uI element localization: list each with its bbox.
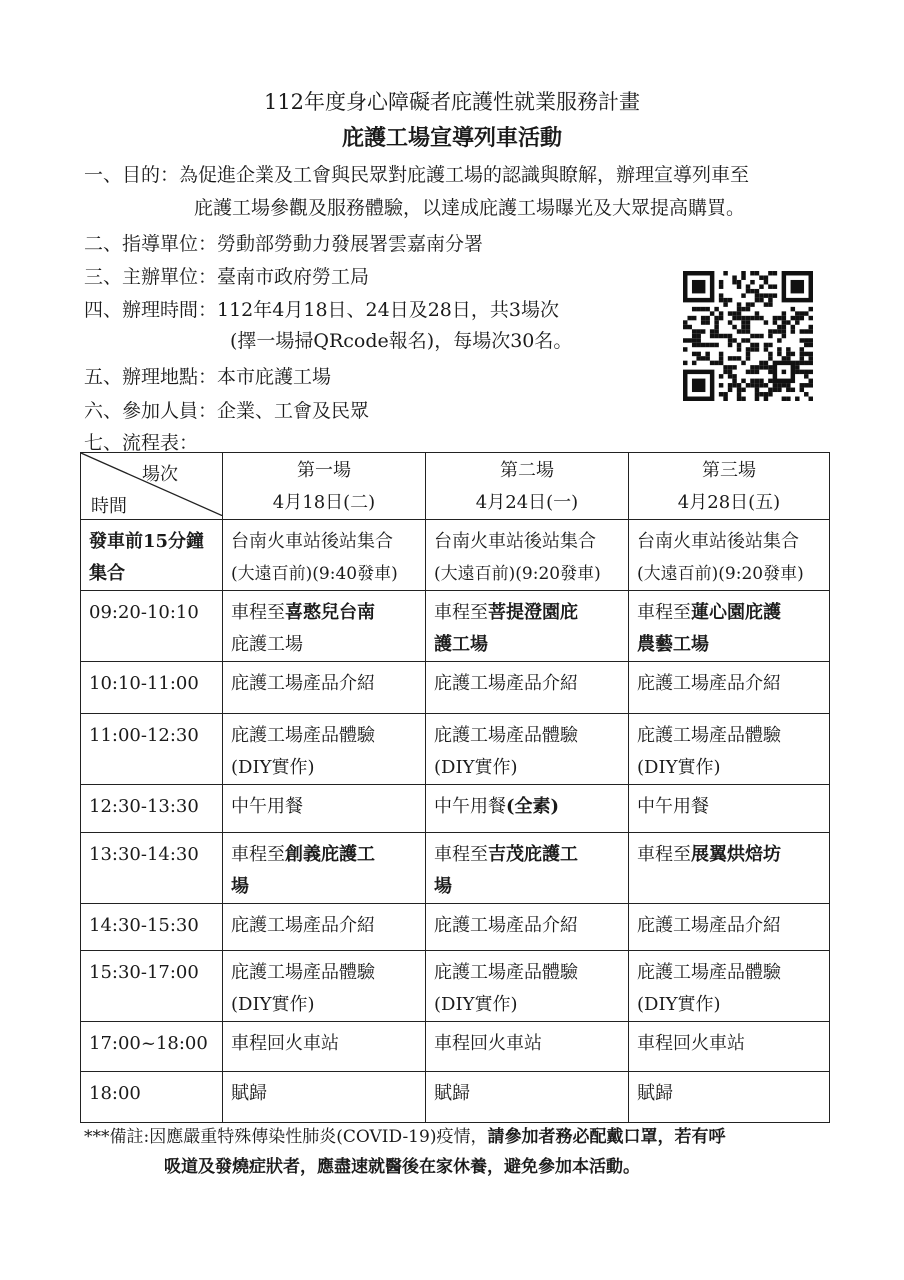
table-row	[81, 1022, 830, 1072]
activity-line-1	[434, 957, 628, 989]
activity-cell	[223, 904, 426, 951]
activity-cell	[223, 785, 426, 833]
activity-bold: 菩提澄園庇	[488, 602, 578, 623]
activity-line-1	[637, 668, 829, 700]
activity-line-1	[637, 957, 829, 989]
activity-text: 庇護工場產品介紹	[231, 915, 375, 936]
activity-bold: 創義庇護工	[285, 844, 375, 865]
activity-line-1	[637, 597, 829, 629]
activity-text: 車程回火車站	[434, 1033, 542, 1054]
activity-text: 庇護工場產品體驗	[231, 962, 375, 983]
activity-line-1	[434, 668, 628, 700]
event-place: 五、辦理地點：本市庇護工場	[84, 366, 332, 388]
activity-text: 車程回火車站	[231, 1033, 339, 1054]
time-cell: 18:00	[81, 1072, 223, 1123]
activity-cell	[223, 591, 426, 662]
activity-line-2: 護工場	[434, 634, 488, 655]
guidance-unit: 二、指導單位：勞動部勞動力發展署雲嘉南分署	[84, 233, 484, 255]
table-row	[81, 785, 830, 833]
session-1-header	[223, 453, 426, 520]
activity-line-1	[231, 1078, 425, 1110]
activity-line-1	[231, 597, 425, 629]
activity-cell	[629, 662, 830, 714]
activity-text: 庇護工場產品體驗	[231, 725, 375, 746]
activity-text: 庇護工場產品介紹	[434, 673, 578, 694]
activity-cell	[223, 1022, 426, 1072]
session-1-date: 4月18日(二)	[272, 492, 376, 513]
activity-line-1	[231, 668, 425, 700]
activity-text: 庇護工場產品介紹	[231, 673, 375, 694]
activity-cell	[426, 662, 629, 714]
activity-pre: 中午用餐	[434, 796, 506, 817]
activity-cell	[223, 520, 426, 591]
document-title: 112年度身心障礙者庇護性就業服務計畫	[263, 90, 641, 114]
schedule-table	[80, 452, 830, 1123]
activity-line-1	[434, 910, 628, 942]
note-warning-2: 吸道及發燒症狀者，應盡速就醫後在家休養，避免參加本活動。	[164, 1157, 640, 1177]
activity-cell	[223, 951, 426, 1022]
session-3-header	[629, 453, 830, 520]
activity-pre: 車程至	[434, 602, 488, 623]
table-row	[81, 904, 830, 951]
table-row	[81, 591, 830, 662]
activity-line-1	[637, 1078, 829, 1110]
activity-cell	[426, 591, 629, 662]
activity-text: 庇護工場產品體驗	[434, 725, 578, 746]
flow-heading: 七、流程表：	[84, 432, 199, 454]
note-prefix: ***備註:因應嚴重特殊傳染性肺炎(COVID-19)疫情，	[84, 1127, 488, 1147]
activity-text: 庇護工場產品介紹	[637, 915, 781, 936]
session-2-date: 4月24日(一)	[475, 492, 579, 513]
activity-line-1	[637, 1028, 829, 1060]
activity-bold: 喜憨兒台南	[285, 602, 375, 623]
session-2-name: 第二場	[500, 460, 554, 481]
activity-cell	[629, 833, 830, 904]
corner-time-label: 時間	[91, 496, 127, 517]
activity-pre: 車程至	[231, 844, 285, 865]
note-warning-1: 請參加者務必配戴口罩，若有呼	[487, 1127, 726, 1147]
activity-cell	[426, 951, 629, 1022]
time-cell: 13:30-14:30	[81, 833, 223, 904]
table-row	[81, 714, 830, 785]
activity-cell	[426, 714, 629, 785]
activity-text: 賦歸	[434, 1083, 470, 1104]
corner-cell	[81, 453, 223, 520]
activity-text: 庇護工場產品介紹	[434, 915, 578, 936]
activity-cell	[629, 591, 830, 662]
activity-line-2: (DIY實作)	[637, 757, 721, 778]
document-subtitle: 庇護工場宣導列車活動	[341, 125, 562, 151]
activity-bold: 展翼烘焙坊	[691, 844, 781, 865]
activity-cell	[223, 833, 426, 904]
activity-line-1	[231, 720, 425, 752]
activity-line-1	[637, 839, 829, 871]
activity-cell	[629, 785, 830, 833]
purpose-line-2: 庇護工場參觀及服務體驗，以達成庇護工場曝光及大眾提高購買。	[194, 197, 746, 219]
activity-line-1	[434, 839, 628, 871]
activity-bold: 吉茂庇護工	[488, 844, 578, 865]
activity-cell	[223, 1072, 426, 1123]
activity-bold: (全素)	[506, 796, 560, 817]
activity-line-2: 農藝工場	[637, 634, 709, 655]
activity-cell	[426, 1022, 629, 1072]
table-row	[81, 662, 830, 714]
activity-cell	[629, 520, 830, 591]
activity-text: 賦歸	[231, 1083, 267, 1104]
activity-bold: 蓮心園庇護	[691, 602, 781, 623]
activity-line-2: (DIY實作)	[231, 994, 315, 1015]
activity-cell	[223, 662, 426, 714]
time-cell: 09:20-10:10	[81, 591, 223, 662]
activity-pre: 車程至	[637, 844, 691, 865]
activity-line-1	[434, 1078, 628, 1110]
qr-code-icon[interactable]	[683, 271, 813, 401]
table-row	[81, 951, 830, 1022]
activity-text: 台南火車站後站集合	[231, 531, 393, 552]
activity-text: 賦歸	[637, 1083, 673, 1104]
activity-pre: 車程至	[434, 844, 488, 865]
activity-cell	[629, 1072, 830, 1123]
activity-cell	[629, 951, 830, 1022]
activity-text: 車程回火車站	[637, 1033, 745, 1054]
activity-pre: 中午用餐	[231, 796, 303, 817]
session-1-name: 第一場	[297, 460, 351, 481]
activity-line-1	[637, 791, 829, 823]
activity-line-2: (DIY實作)	[434, 994, 518, 1015]
corner-session-label: 場次	[142, 464, 178, 485]
activity-text: 庇護工場產品體驗	[637, 725, 781, 746]
activity-line-1	[637, 910, 829, 942]
activity-line-1	[434, 526, 628, 558]
activity-cell	[426, 520, 629, 591]
activity-line-1	[434, 720, 628, 752]
activity-line-1	[231, 791, 425, 823]
activity-line-1	[434, 597, 628, 629]
activity-pre: 車程至	[231, 602, 285, 623]
event-time-line-1: 四、辦理時間：112年4月18日、24日及28日，共3場次	[84, 299, 559, 321]
activity-cell	[426, 785, 629, 833]
activity-line-2: (大遠百前)(9:40發車)	[231, 564, 398, 584]
table-row	[81, 520, 830, 591]
activity-line-1	[434, 1028, 628, 1060]
activity-cell	[629, 714, 830, 785]
activity-cell	[426, 833, 629, 904]
activity-line-1	[231, 910, 425, 942]
activity-line-1	[231, 1028, 425, 1060]
time-cell: 17:00~18:00	[81, 1022, 223, 1072]
participants: 六、參加人員：企業、工會及民眾	[84, 400, 370, 422]
time-cell: 11:00-12:30	[81, 714, 223, 785]
activity-line-1	[637, 720, 829, 752]
activity-pre: 中午用餐	[637, 796, 709, 817]
activity-cell	[426, 1072, 629, 1123]
activity-text: 台南火車站後站集合	[637, 531, 799, 552]
session-3-date: 4月28日(五)	[677, 492, 781, 513]
time-cell: 12:30-13:30	[81, 785, 223, 833]
table-header-row	[81, 453, 830, 520]
activity-line-1	[231, 526, 425, 558]
time-cell: 發車前15分鐘集合	[81, 520, 223, 591]
activity-line-1	[231, 957, 425, 989]
activity-pre: 車程至	[637, 602, 691, 623]
activity-line-2: (大遠百前)(9:20發車)	[434, 564, 601, 584]
event-time-line-2: (擇一場掃QRcode報名)，每場次30名。	[230, 330, 573, 352]
activity-cell	[223, 714, 426, 785]
activity-text: 台南火車站後站集合	[434, 531, 596, 552]
activity-text: 庇護工場產品體驗	[434, 962, 578, 983]
activity-line-2: 場	[231, 876, 249, 897]
activity-line-2: 場	[434, 876, 452, 897]
session-2-header	[426, 453, 629, 520]
time-cell: 14:30-15:30	[81, 904, 223, 951]
activity-cell	[629, 904, 830, 951]
activity-line-2: (DIY實作)	[434, 757, 518, 778]
time-cell: 15:30-17:00	[81, 951, 223, 1022]
activity-line-1	[637, 526, 829, 558]
note-line-1	[84, 1122, 725, 1147]
session-3-name: 第三場	[702, 460, 756, 481]
organizer-unit: 三、主辦單位：臺南市政府勞工局	[84, 266, 370, 288]
activity-line-2: 庇護工場	[231, 634, 303, 655]
activity-cell	[629, 1022, 830, 1072]
table-row	[81, 833, 830, 904]
activity-cell	[426, 904, 629, 951]
table-row	[81, 1072, 830, 1123]
activity-text: 庇護工場產品體驗	[637, 962, 781, 983]
activity-line-1	[231, 839, 425, 871]
activity-line-2: (DIY實作)	[637, 994, 721, 1015]
activity-line-2: (DIY實作)	[231, 757, 315, 778]
activity-line-2: (大遠百前)(9:20發車)	[637, 564, 804, 584]
time-cell: 10:10-11:00	[81, 662, 223, 714]
activity-line-1	[434, 791, 628, 823]
purpose-line-1: 一、目的：為促進企業及工會與民眾對庇護工場的認識與瞭解，辦理宣導列車至	[84, 164, 750, 186]
activity-text: 庇護工場產品介紹	[637, 673, 781, 694]
